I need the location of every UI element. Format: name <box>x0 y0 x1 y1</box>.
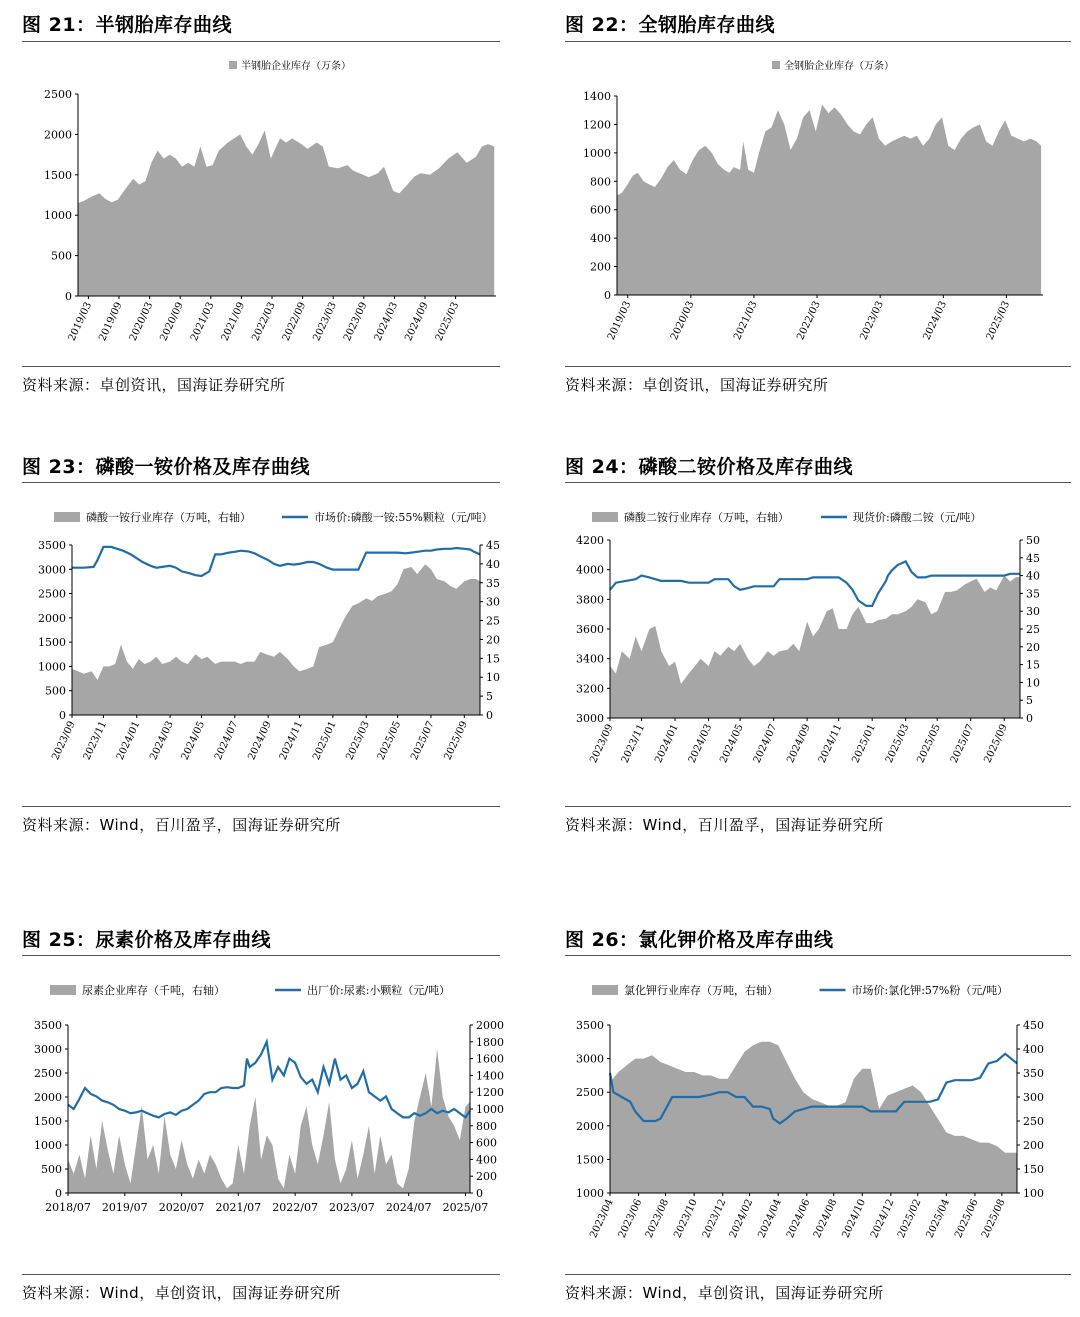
figure-title: 图 22：全钢胎库存曲线 <box>565 14 776 36</box>
x-tick-label: 2021/07 <box>215 1201 262 1214</box>
x-tick-label: 2020/03 <box>669 299 697 342</box>
legend-label: 磷酸二铵行业库存（万吨，右轴） <box>624 511 789 524</box>
y-tick-label: 2500 <box>38 587 66 601</box>
x-tick-label: 2021/03 <box>732 299 760 342</box>
y2-tick-label: 300 <box>1023 1091 1044 1104</box>
chart-21-svg <box>22 48 500 366</box>
x-tick-label: 2025/09 <box>442 719 471 762</box>
x-tick-label: 2023/09 <box>50 719 78 762</box>
chart-26-svg <box>565 963 1071 1273</box>
x-tick-label: 2022/07 <box>272 1201 318 1214</box>
x-tick-label: 2024/08 <box>811 1197 840 1240</box>
y2-tick-label: 40 <box>1026 569 1040 583</box>
source-note: 资料来源：Wind，卓创资讯，国海证券研究所 <box>565 1284 884 1302</box>
y2-tick-label: 15 <box>1026 658 1040 672</box>
x-tick-label: 2024/01 <box>653 722 681 765</box>
figure-21 <box>22 10 500 400</box>
y2-tick-label: 5 <box>1026 694 1033 708</box>
x-tick-label: 2023/12 <box>700 1197 729 1240</box>
title-rule <box>565 955 1071 956</box>
y2-tick-label: 0 <box>486 709 493 722</box>
figure-22 <box>565 10 1071 400</box>
x-tick-label: 2021/03 <box>188 300 217 343</box>
y-tick-label: 2000 <box>38 611 66 625</box>
title-rule <box>565 41 1071 42</box>
y-tick-label: 3000 <box>38 563 66 577</box>
y-tick-label: 1000 <box>34 1139 62 1152</box>
y2-tick-label: 1200 <box>476 1086 504 1100</box>
figure-title: 图 26：氯化钾价格及库存曲线 <box>565 929 834 951</box>
y2-tick-label: 15 <box>486 652 500 666</box>
y-tick-label: 2000 <box>576 1119 604 1133</box>
legend-swatch-area <box>592 512 618 522</box>
y-tick-label: 3000 <box>576 1052 604 1066</box>
source-rule <box>565 366 1071 367</box>
x-tick-label: 2025/06 <box>953 1197 981 1240</box>
y-tick-label: 500 <box>51 249 72 263</box>
y2-tick-label: 200 <box>1023 1139 1044 1152</box>
y-tick-label: 0 <box>604 289 611 302</box>
x-tick-label: 2019/09 <box>97 300 125 343</box>
x-tick-label: 2025/03 <box>984 299 1013 342</box>
x-tick-label: 2024/11 <box>277 719 306 762</box>
source-rule <box>22 366 500 367</box>
x-tick-label: 2025/08 <box>980 1197 1008 1240</box>
legend-label: 现货价:磷酸二铵（元/吨） <box>853 511 982 524</box>
y2-tick-label: 40 <box>486 557 500 571</box>
x-tick-label: 2025/07 <box>409 719 437 762</box>
figure-23 <box>22 452 500 842</box>
x-tick-label: 2024/05 <box>179 719 208 762</box>
x-tick-label: 2024/02 <box>727 1197 756 1240</box>
x-tick-label: 2022/09 <box>280 300 309 343</box>
x-tick-label: 2024/01 <box>114 719 143 762</box>
y-tick-label: 3600 <box>576 623 604 636</box>
y2-tick-label: 25 <box>486 614 500 628</box>
y-tick-label: 1000 <box>44 209 72 223</box>
y2-tick-label: 35 <box>486 576 500 590</box>
y-tick-label: 1200 <box>583 118 611 132</box>
y-tick-label: 1500 <box>44 168 72 182</box>
y2-tick-label: 0 <box>1026 712 1033 725</box>
y2-tick-label: 450 <box>1023 1019 1044 1032</box>
x-tick-label: 2024/11 <box>816 722 845 765</box>
x-tick-label: 2025/05 <box>915 722 943 765</box>
source-note: 资料来源：卓创资讯，国海证券研究所 <box>22 376 286 394</box>
x-tick-label: 2023/03 <box>858 299 886 342</box>
legend-label: 市场价:磷酸一铵:55%颗粒（元/吨） <box>314 511 493 524</box>
y-tick-label: 3000 <box>576 712 604 725</box>
y-tick-label: 4000 <box>576 563 604 577</box>
y2-tick-label: 200 <box>476 1170 497 1184</box>
y-tick-label: 3200 <box>576 682 604 696</box>
y2-tick-label: 400 <box>476 1153 497 1167</box>
y-tick-label: 3800 <box>576 593 604 607</box>
x-tick-label: 2025/01 <box>850 722 878 765</box>
y-tick-label: 3000 <box>34 1043 62 1056</box>
x-tick-label: 2024/12 <box>869 1197 897 1240</box>
y-tick-label: 500 <box>41 1163 62 1176</box>
y-tick-label: 500 <box>45 684 66 698</box>
y-tick-label: 1000 <box>583 146 611 160</box>
x-tick-label: 2023/04 <box>588 1197 616 1240</box>
x-tick-label: 2018/07 <box>45 1201 91 1214</box>
y2-tick-label: 1800 <box>476 1035 504 1049</box>
x-tick-label: 2025/07 <box>442 1201 489 1214</box>
chart-25-svg <box>22 963 504 1273</box>
x-tick-label: 2023/03 <box>311 300 339 343</box>
figure-title: 图 25：尿素价格及库存曲线 <box>22 929 272 951</box>
y2-tick-label: 1400 <box>476 1069 504 1083</box>
title-rule <box>565 482 1071 483</box>
x-tick-label: 2023/11 <box>619 722 648 765</box>
y-tick-label: 3400 <box>576 652 604 666</box>
legend-label: 出厂价:尿素:小颗粒（元/吨） <box>307 984 451 997</box>
x-tick-label: 2025/04 <box>924 1197 953 1240</box>
x-tick-label: 2025/01 <box>311 719 339 762</box>
x-tick-label: 2023/09 <box>341 300 370 343</box>
figure-title: 图 24：磷酸二铵价格及库存曲线 <box>565 456 854 478</box>
y-tick-label: 400 <box>590 232 611 246</box>
y-tick-label: 600 <box>590 203 611 217</box>
x-tick-label: 2020/09 <box>158 300 186 343</box>
legend-label: 市场价:氯化钾:57%粉（元/吨） <box>851 984 1009 997</box>
y2-tick-label: 35 <box>1026 587 1040 601</box>
y-tick-label: 1400 <box>583 90 611 103</box>
y2-tick-label: 20 <box>1026 640 1040 654</box>
legend-label: 半钢胎企业库存（万条） <box>241 61 351 72</box>
x-tick-label: 2025/02 <box>895 1197 924 1240</box>
x-tick-label: 2021/09 <box>219 300 248 343</box>
y2-tick-label: 25 <box>1026 623 1040 636</box>
x-tick-label: 2019/07 <box>101 1201 148 1214</box>
y-tick-label: 1500 <box>38 636 66 650</box>
y-tick-label: 1000 <box>38 660 66 674</box>
y2-tick-label: 45 <box>1026 551 1040 565</box>
legend-swatch-area <box>772 61 780 69</box>
chart-23-svg <box>22 490 500 810</box>
title-rule <box>22 955 500 956</box>
x-tick-label: 2024/09 <box>246 719 274 762</box>
y-tick-label: 0 <box>65 290 72 303</box>
legend-label: 尿素企业库存（千吨，右轴） <box>82 984 225 997</box>
y-tick-label: 800 <box>590 175 611 189</box>
series-area-0 <box>617 105 1041 296</box>
legend-label: 全钢胎企业库存（万条） <box>784 61 894 72</box>
y2-tick-label: 350 <box>1023 1067 1044 1080</box>
figure-title: 图 23：磷酸一铵价格及库存曲线 <box>22 456 311 478</box>
y-tick-label: 2000 <box>34 1091 62 1104</box>
y2-tick-label: 800 <box>476 1119 497 1133</box>
x-tick-label: 2022/03 <box>250 300 278 343</box>
x-tick-label: 2024/03 <box>686 722 715 765</box>
x-tick-label: 2022/03 <box>795 299 823 342</box>
y-tick-label: 4200 <box>576 534 604 547</box>
source-rule <box>22 806 500 807</box>
source-note: 资料来源：卓创资讯，国海证券研究所 <box>565 376 829 394</box>
x-tick-label: 2023/07 <box>329 1201 375 1214</box>
series-area-0 <box>610 576 1020 718</box>
y2-tick-label: 10 <box>1026 676 1040 690</box>
x-tick-label: 2025/05 <box>375 719 404 762</box>
source-note: 资料来源：Wind，百川盈孚，国海证券研究所 <box>565 816 884 834</box>
x-tick-label: 2024/03 <box>921 299 950 342</box>
x-tick-label: 2025/03 <box>344 719 372 762</box>
series-line-1 <box>72 547 480 576</box>
chart-24-svg <box>565 490 1071 810</box>
x-tick-label: 2024/09 <box>785 722 813 765</box>
figure-24 <box>565 452 1071 842</box>
figure-25 <box>22 925 504 1315</box>
y2-tick-label: 1000 <box>476 1103 504 1116</box>
x-tick-label: 2023/09 <box>588 722 616 765</box>
x-tick-label: 2025/07 <box>948 722 977 765</box>
x-tick-label: 2024/03 <box>372 300 401 343</box>
x-tick-label: 2024/05 <box>718 722 746 765</box>
source-note: 资料来源：Wind，卓创资讯，国海证券研究所 <box>22 1284 341 1302</box>
legend-label: 氯化钾行业库存（万吨，右轴） <box>624 984 778 997</box>
x-tick-label: 2024/10 <box>840 1197 868 1240</box>
x-tick-label: 2019/03 <box>66 300 95 343</box>
x-tick-label: 2024/07 <box>212 719 241 762</box>
x-tick-label: 2024/06 <box>784 1197 813 1240</box>
chart-22-svg <box>565 48 1071 366</box>
y2-tick-label: 20 <box>486 633 500 647</box>
y-tick-label: 2500 <box>576 1086 604 1100</box>
y2-tick-label: 2000 <box>476 1019 504 1032</box>
y2-tick-label: 600 <box>476 1136 497 1150</box>
series-area-0 <box>72 564 480 715</box>
x-tick-label: 2023/10 <box>672 1197 700 1240</box>
series-area-0 <box>78 130 494 296</box>
x-tick-label: 2024/03 <box>148 719 176 762</box>
x-tick-label: 2025/03 <box>883 722 912 765</box>
y-tick-label: 3500 <box>576 1019 604 1032</box>
figure-26 <box>565 925 1071 1315</box>
title-rule <box>22 482 500 483</box>
y2-tick-label: 250 <box>1023 1115 1044 1128</box>
y2-tick-label: 30 <box>486 595 500 609</box>
y-tick-label: 1500 <box>576 1153 604 1167</box>
y-tick-label: 2000 <box>44 128 72 142</box>
source-note: 资料来源：Wind，百川盈孚，国海证券研究所 <box>22 816 341 834</box>
title-rule <box>22 41 500 42</box>
legend-swatch-area <box>592 985 618 995</box>
y-tick-label: 2500 <box>34 1067 62 1080</box>
y2-tick-label: 30 <box>1026 605 1040 619</box>
x-tick-label: 2024/09 <box>403 300 431 343</box>
y-tick-label: 3500 <box>34 1019 62 1032</box>
x-tick-label: 2023/08 <box>643 1197 672 1240</box>
x-tick-label: 2020/07 <box>158 1201 205 1214</box>
legend-swatch-area <box>229 61 237 69</box>
source-rule <box>565 1274 1071 1275</box>
source-rule <box>22 1274 500 1275</box>
y2-tick-label: 50 <box>1026 534 1040 547</box>
x-tick-label: 2024/07 <box>751 722 780 765</box>
y-tick-label: 0 <box>55 1187 62 1200</box>
y2-tick-label: 150 <box>1023 1163 1044 1176</box>
x-tick-label: 2024/07 <box>385 1201 432 1214</box>
source-rule <box>565 806 1071 807</box>
y2-tick-label: 10 <box>486 671 500 685</box>
y-tick-label: 3500 <box>38 539 66 552</box>
legend-swatch-area <box>54 512 80 522</box>
series-line-1 <box>68 1042 470 1118</box>
y-tick-label: 1500 <box>34 1115 62 1128</box>
x-tick-label: 2023/06 <box>616 1197 645 1240</box>
y-tick-label: 0 <box>59 709 66 722</box>
y2-tick-label: 0 <box>476 1187 483 1200</box>
x-tick-label: 2025/09 <box>982 722 1010 765</box>
y2-tick-label: 1600 <box>476 1052 504 1066</box>
x-tick-label: 2023/11 <box>81 719 110 762</box>
y-tick-label: 200 <box>590 260 611 274</box>
legend-label: 磷酸一铵行业库存（万吨，右轴） <box>86 511 251 524</box>
y2-tick-label: 400 <box>1023 1043 1044 1056</box>
x-tick-label: 2019/03 <box>605 299 634 342</box>
y2-tick-label: 100 <box>1023 1187 1044 1200</box>
y2-tick-label: 5 <box>486 690 493 704</box>
y-tick-label: 1000 <box>576 1187 604 1200</box>
legend-swatch-area <box>50 985 76 995</box>
series-area-0 <box>68 1049 470 1193</box>
x-tick-label: 2020/03 <box>127 300 156 343</box>
figure-title: 图 21：半钢胎库存曲线 <box>22 14 233 36</box>
x-tick-label: 2025/03 <box>433 300 462 343</box>
y-tick-label: 2500 <box>44 88 72 101</box>
series-area-0 <box>610 1042 1017 1193</box>
x-tick-label: 2024/04 <box>756 1197 784 1240</box>
y2-tick-label: 45 <box>486 539 500 552</box>
